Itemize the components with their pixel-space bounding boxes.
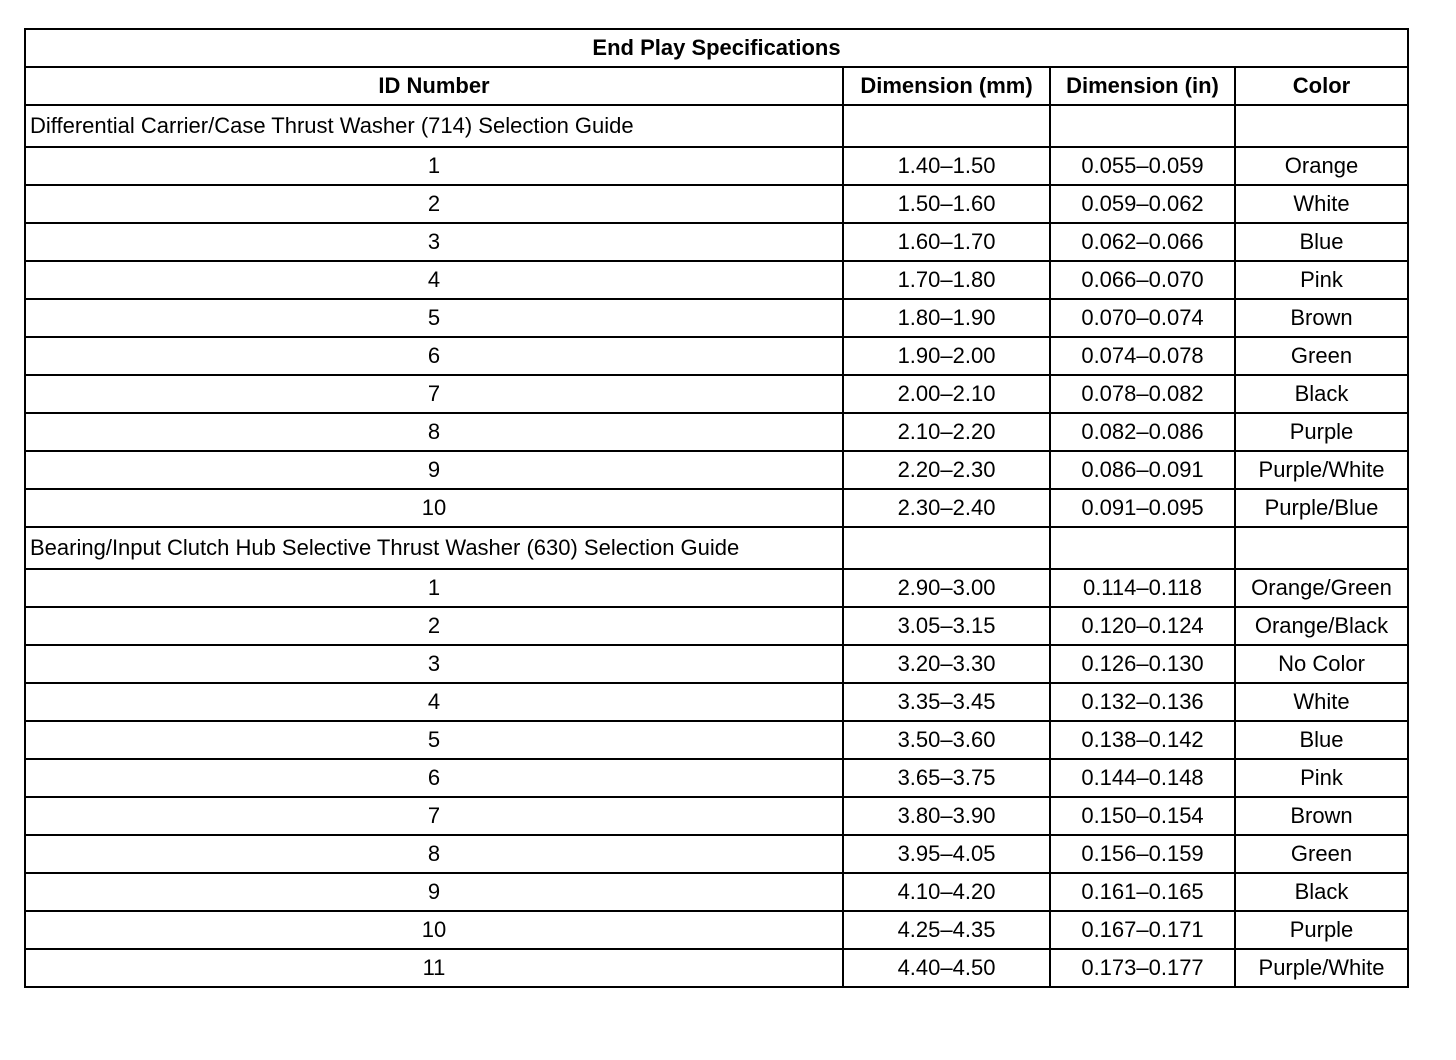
header-row (25, 67, 1408, 105)
dimension-in-cell: 0.132–0.136 (1050, 683, 1235, 721)
id-number-cell: 1 (25, 569, 843, 607)
color-cell: No Color (1235, 645, 1408, 683)
dimension-mm-cell: 4.10–4.20 (843, 873, 1050, 911)
table-row (25, 835, 1408, 873)
dimension-mm-cell: 2.30–2.40 (843, 489, 1050, 527)
dimension-mm-cell: 1.60–1.70 (843, 223, 1050, 261)
dimension-mm-cell: 3.95–4.05 (843, 835, 1050, 873)
color-cell: Orange/Black (1235, 607, 1408, 645)
dimension-in-cell: 0.167–0.171 (1050, 911, 1235, 949)
section-blank-cell (1050, 527, 1235, 569)
table-title: End Play Specifications (25, 29, 1408, 67)
table-row (25, 721, 1408, 759)
section-row (25, 105, 1408, 147)
dimension-mm-cell: 4.40–4.50 (843, 949, 1050, 987)
table-row (25, 645, 1408, 683)
id-number-cell: 10 (25, 911, 843, 949)
dimension-mm-cell: 1.90–2.00 (843, 337, 1050, 375)
id-number-cell: 5 (25, 299, 843, 337)
section-label: Bearing/Input Clutch Hub Selective Thrust Washer (630) Selection Guide (25, 527, 843, 569)
dimension-mm-cell: 2.20–2.30 (843, 451, 1050, 489)
dimension-mm-cell: 3.65–3.75 (843, 759, 1050, 797)
title-row (25, 29, 1408, 67)
id-number-cell: 9 (25, 873, 843, 911)
color-cell: Black (1235, 873, 1408, 911)
table-row (25, 949, 1408, 987)
color-cell: Pink (1235, 261, 1408, 299)
table-row (25, 375, 1408, 413)
dimension-in-cell: 0.144–0.148 (1050, 759, 1235, 797)
color-cell: Brown (1235, 299, 1408, 337)
dimension-in-cell: 0.086–0.091 (1050, 451, 1235, 489)
dimension-mm-cell: 1.50–1.60 (843, 185, 1050, 223)
dimension-mm-cell: 1.70–1.80 (843, 261, 1050, 299)
color-cell: White (1235, 185, 1408, 223)
table-row (25, 683, 1408, 721)
dimension-in-cell: 0.138–0.142 (1050, 721, 1235, 759)
table-row (25, 759, 1408, 797)
section-row (25, 527, 1408, 569)
color-cell: Black (1235, 375, 1408, 413)
dimension-mm-cell: 3.20–3.30 (843, 645, 1050, 683)
color-cell: Blue (1235, 223, 1408, 261)
dimension-in-cell: 0.091–0.095 (1050, 489, 1235, 527)
id-number-cell: 3 (25, 645, 843, 683)
header-id-number: ID Number (25, 67, 843, 105)
id-number-cell: 4 (25, 683, 843, 721)
table-row (25, 185, 1408, 223)
dimension-in-cell: 0.074–0.078 (1050, 337, 1235, 375)
header-dimension-mm: Dimension (mm) (843, 67, 1050, 105)
dimension-in-cell: 0.066–0.070 (1050, 261, 1235, 299)
id-number-cell: 2 (25, 185, 843, 223)
dimension-mm-cell: 4.25–4.35 (843, 911, 1050, 949)
dimension-mm-cell: 3.05–3.15 (843, 607, 1050, 645)
color-cell: Purple/White (1235, 949, 1408, 987)
table-row (25, 413, 1408, 451)
id-number-cell: 4 (25, 261, 843, 299)
section-blank-cell (843, 105, 1050, 147)
table-row (25, 489, 1408, 527)
end-play-specifications-table (24, 28, 1409, 988)
color-cell: Green (1235, 337, 1408, 375)
dimension-in-cell: 0.055–0.059 (1050, 147, 1235, 185)
dimension-in-cell: 0.114–0.118 (1050, 569, 1235, 607)
table-row (25, 607, 1408, 645)
dimension-in-cell: 0.062–0.066 (1050, 223, 1235, 261)
color-cell: Purple (1235, 413, 1408, 451)
dimension-mm-cell: 3.80–3.90 (843, 797, 1050, 835)
section-blank-cell (1235, 105, 1408, 147)
table-row (25, 299, 1408, 337)
id-number-cell: 8 (25, 413, 843, 451)
table-row (25, 337, 1408, 375)
table-row (25, 911, 1408, 949)
section-blank-cell (1235, 527, 1408, 569)
color-cell: Brown (1235, 797, 1408, 835)
id-number-cell: 1 (25, 147, 843, 185)
dimension-in-cell: 0.150–0.154 (1050, 797, 1235, 835)
color-cell: White (1235, 683, 1408, 721)
dimension-mm-cell: 1.40–1.50 (843, 147, 1050, 185)
id-number-cell: 11 (25, 949, 843, 987)
id-number-cell: 10 (25, 489, 843, 527)
id-number-cell: 9 (25, 451, 843, 489)
dimension-mm-cell: 1.80–1.90 (843, 299, 1050, 337)
dimension-in-cell: 0.059–0.062 (1050, 185, 1235, 223)
color-cell: Pink (1235, 759, 1408, 797)
dimension-in-cell: 0.173–0.177 (1050, 949, 1235, 987)
table-row (25, 873, 1408, 911)
dimension-in-cell: 0.161–0.165 (1050, 873, 1235, 911)
table-row (25, 451, 1408, 489)
color-cell: Purple (1235, 911, 1408, 949)
section-label: Differential Carrier/Case Thrust Washer (714) Selection Guide (25, 105, 843, 147)
dimension-mm-cell: 3.50–3.60 (843, 721, 1050, 759)
dimension-mm-cell: 2.10–2.20 (843, 413, 1050, 451)
dimension-in-cell: 0.082–0.086 (1050, 413, 1235, 451)
color-cell: Green (1235, 835, 1408, 873)
color-cell: Purple/White (1235, 451, 1408, 489)
header-dimension-in: Dimension (in) (1050, 67, 1235, 105)
color-cell: Blue (1235, 721, 1408, 759)
dimension-in-cell: 0.126–0.130 (1050, 645, 1235, 683)
section-blank-cell (843, 527, 1050, 569)
color-cell: Orange/Green (1235, 569, 1408, 607)
table-row (25, 569, 1408, 607)
id-number-cell: 6 (25, 337, 843, 375)
dimension-mm-cell: 3.35–3.45 (843, 683, 1050, 721)
dimension-in-cell: 0.078–0.082 (1050, 375, 1235, 413)
table-body (25, 105, 1408, 987)
id-number-cell: 5 (25, 721, 843, 759)
id-number-cell: 2 (25, 607, 843, 645)
table-row (25, 797, 1408, 835)
dimension-mm-cell: 2.00–2.10 (843, 375, 1050, 413)
table-row (25, 147, 1408, 185)
dimension-in-cell: 0.156–0.159 (1050, 835, 1235, 873)
dimension-in-cell: 0.070–0.074 (1050, 299, 1235, 337)
section-blank-cell (1050, 105, 1235, 147)
table-row (25, 223, 1408, 261)
id-number-cell: 8 (25, 835, 843, 873)
color-cell: Orange (1235, 147, 1408, 185)
id-number-cell: 6 (25, 759, 843, 797)
id-number-cell: 7 (25, 375, 843, 413)
header-color: Color (1235, 67, 1408, 105)
dimension-mm-cell: 2.90–3.00 (843, 569, 1050, 607)
table-row (25, 261, 1408, 299)
id-number-cell: 3 (25, 223, 843, 261)
id-number-cell: 7 (25, 797, 843, 835)
dimension-in-cell: 0.120–0.124 (1050, 607, 1235, 645)
color-cell: Purple/Blue (1235, 489, 1408, 527)
